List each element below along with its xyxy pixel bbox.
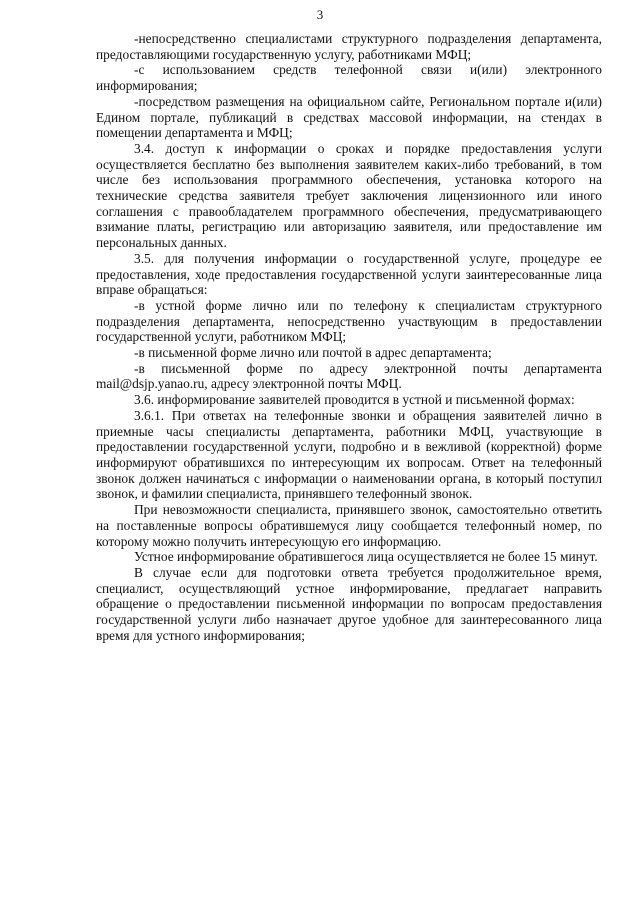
paragraph-staff-direct: -непосредственно специалистами структурного подразделения департамента, предоставляющими государственную услугу, работниками МФЦ; xyxy=(96,31,602,62)
paragraph-written-form: -в письменной форме лично или почтой в адрес департамента; xyxy=(134,345,492,361)
page-number: 3 xyxy=(316,7,324,22)
paragraph-long-answer: В случае если для подготовки ответа требуется продолжительное время, специалист, осуществляющий устное информирование, предлагает направить обращение о предоставлении письменной информации по вопросам предоставления государственной услуги либо назначает другое удобное для заинтересованного лица время для устного информирования; xyxy=(96,564,602,643)
paragraph-3-5: 3.5. для получения информации о государственной услуге, процедуре ее предоставления, ходе предоставления государственной услуги заинтересованные лица вправе обращаться: xyxy=(96,250,602,298)
document-body xyxy=(96,31,602,643)
paragraph-email-form: -в письменной форме по адресу электронной почты департамента mail@dsjp.yanao.ru, адресу электронной почты МФЦ. xyxy=(96,360,602,392)
paragraph-oral-form: -в устной форме лично или по телефону к специалистам структурного подразделения департамента, непосредственно участвующим в предоставлении государственной услуги, работником МФЦ; xyxy=(96,297,602,345)
paragraph-3-4: 3.4. доступ к информации о сроках и порядке предоставления услуги осуществляется бесплатно без выполнения заявителем каких-либо требований, в том числе без использования программного обеспечения, установка которого на технические средства заявителя требует заключения лицензионного или иного соглашения с правообладателем программного обеспечения, предусматривающего взимание платы, регистрацию или авторизацию заявителя, или предоставление им персональных данных. xyxy=(96,140,602,251)
paragraph-inability: При невозможности специалиста, принявшего звонок, самостоятельно ответить на поставленные вопросы обратившемуся лицу сообщается телефонный номер, по которому можно получить интересующую его информацию. xyxy=(96,502,602,549)
paragraph-duration: Устное информирование обратившегося лица осуществляется не более 15 минут. xyxy=(134,549,598,565)
paragraph-3-6-1: 3.6.1. При ответах на телефонные звонки и обращения заявителей лично в приемные часы специалисты департамента, работники МФЦ, участвующие в предоставлении государственной услуги, подробно и в вежливой (корректной) форме информируют обратившихся по интересующим их вопросам. Ответ на телефонный звонок должен начинаться с информации о наименовании органа, в который поступил звонок, и фамилии специалиста, принявшего телефонный звонок. xyxy=(96,407,602,502)
paragraph-publication: -посредством размещения на официальном сайте, Региональном портале и(или) Едином портале, публикаций в средствах массовой информации, на стендах в помещении департамента и МФЦ; xyxy=(96,93,602,141)
paragraph-3-6: 3.6. информирование заявителей проводится в устной и письменной формах: xyxy=(134,392,575,408)
paragraph-phone-electronic: -с использованием средств телефонной связи и(или) электронного информирования; xyxy=(96,62,602,94)
